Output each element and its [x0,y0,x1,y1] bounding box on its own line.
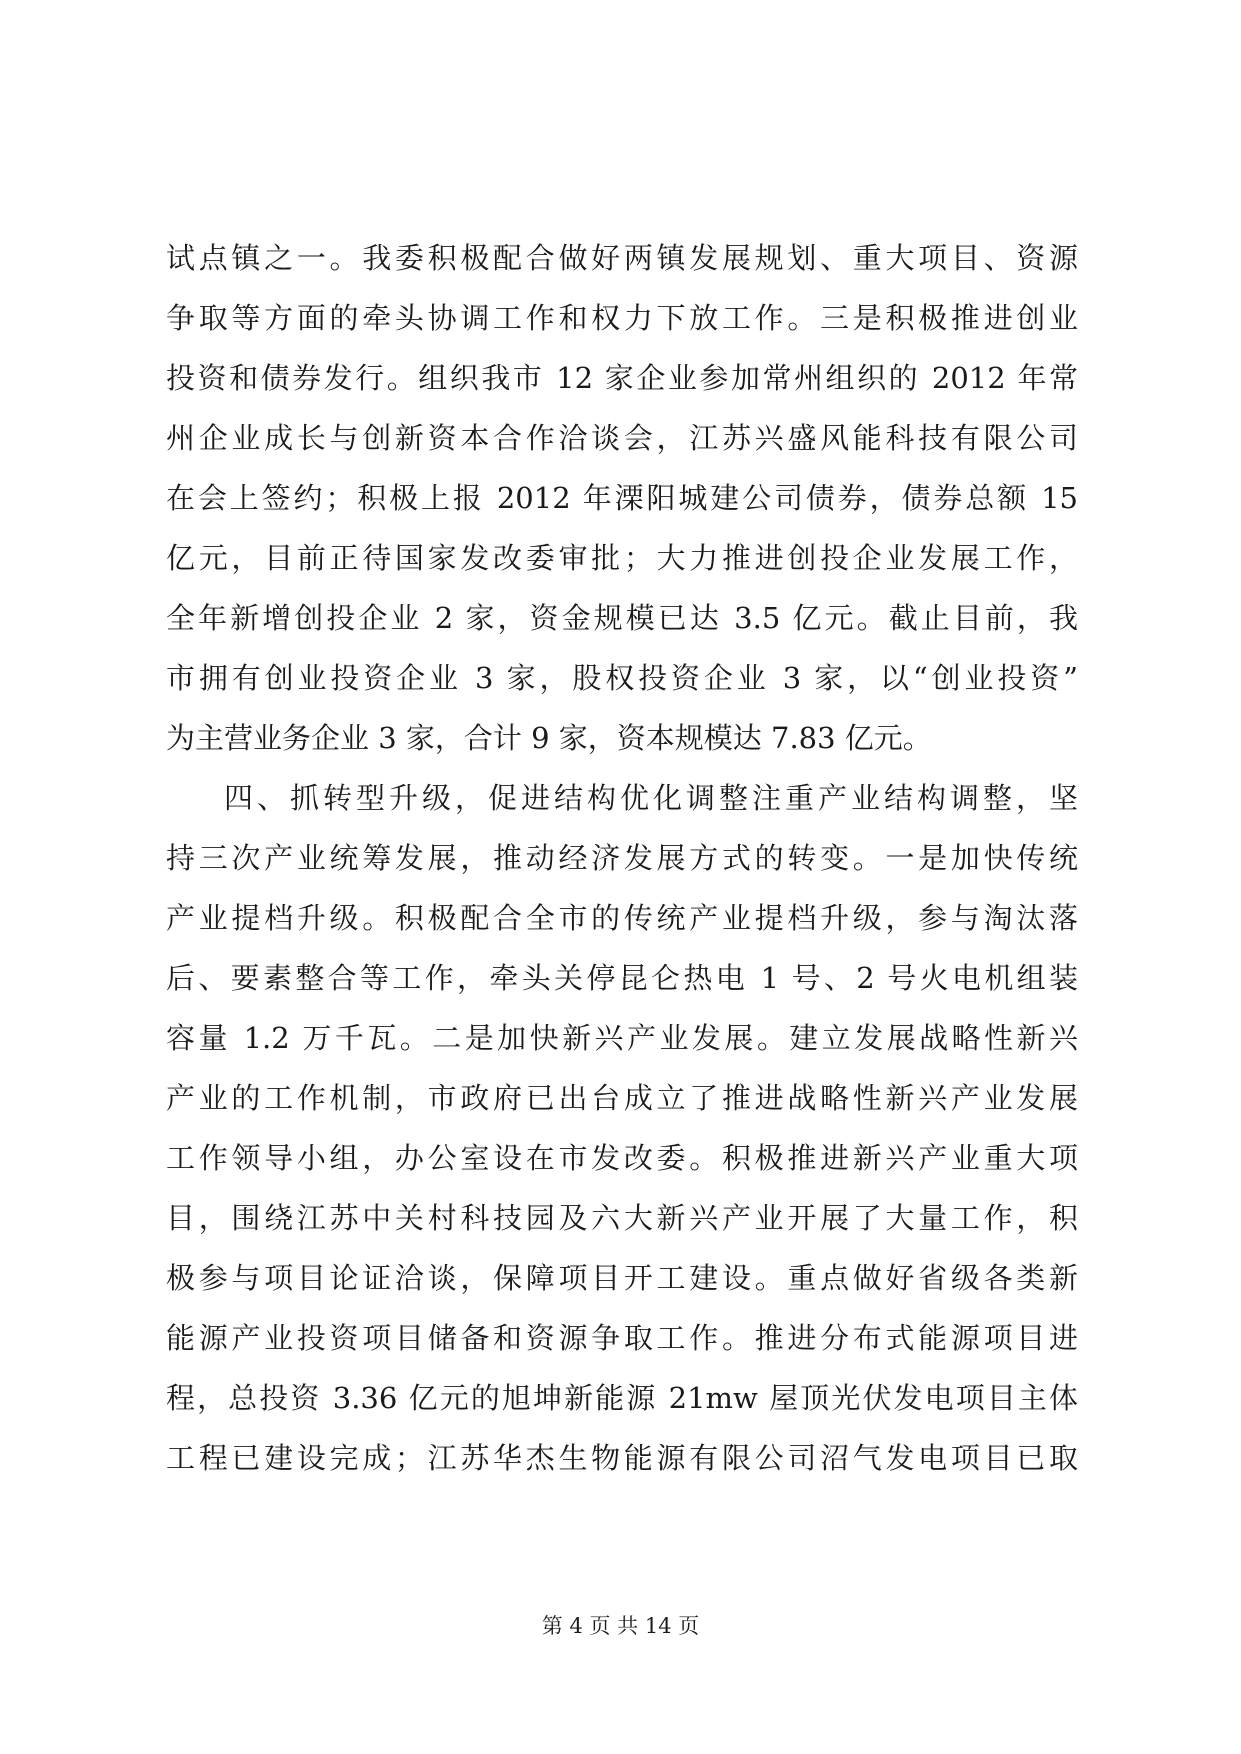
text-line: 程，总投资 3.36 亿元的旭坤新能源 21mw 屋顶光伏发电项目主体 [166,1381,1078,1415]
body-text [166,228,1078,1488]
page-number-label: 第 4 页 共 14 页 [541,1614,700,1638]
text-line: 持三次产业统筹发展，推动经济发展方式的转变。一是加快传统 [166,841,1078,875]
text-line: 全年新增创投企业 2 家，资金规模已达 3.5 亿元。截止目前，我 [166,601,1078,635]
text-line: 市拥有创业投资企业 3 家，股权投资企业 3 家，以“创业投资” [166,661,1078,695]
text-line: 为主营业务企业 3 家，合计 9 家，资本规模达 7.83 亿元。 [166,721,932,755]
text-line: 亿元，目前正待国家发改委审批；大力推进创投企业发展工作， [166,541,1078,575]
text-line: 极参与项目论证洽谈，保障项目开工建设。重点做好省级各类新 [166,1261,1078,1295]
text-line: 工作领导小组，办公室设在市发改委。积极推进新兴产业重大项 [166,1141,1078,1175]
text-line: 后、要素整合等工作，牵头关停昆仑热电 1 号、2 号火电机组装 [166,961,1078,995]
text-line: 州企业成长与创新资本合作洽谈会，江苏兴盛风能科技有限公司 [166,421,1078,455]
paragraph-first-line: 四、抓转型升级，促进结构优化调整注重产业结构调整，坚 [224,781,1078,815]
text-line: 投资和债券发行。组织我市 12 家企业参加常州组织的 2012 年常 [166,361,1078,395]
text-line: 容量 1.2 万千瓦。二是加快新兴产业发展。建立发展战略性新兴 [166,1021,1078,1055]
text-line: 能源产业投资项目储备和资源争取工作。推进分布式能源项目进 [166,1321,1078,1355]
text-line: 在会上签约；积极上报 2012 年溧阳城建公司债券，债券总额 15 [166,481,1078,515]
text-line: 工程已建设完成；江苏华杰生物能源有限公司沼气发电项目已取 [166,1441,1078,1475]
text-line: 目，围绕江苏中关村科技园及六大新兴产业开展了大量工作，积 [166,1201,1078,1235]
page-footer [0,1610,1241,1640]
text-line: 试点镇之一。我委积极配合做好两镇发展规划、重大项目、资源 [166,241,1078,275]
text-line: 产业的工作机制，市政府已出台成立了推进战略性新兴产业发展 [166,1081,1078,1115]
text-line: 争取等方面的牵头协调工作和权力下放工作。三是积极推进创业 [166,301,1078,335]
text-line: 产业提档升级。积极配合全市的传统产业提档升级，参与淘汰落 [166,901,1078,935]
